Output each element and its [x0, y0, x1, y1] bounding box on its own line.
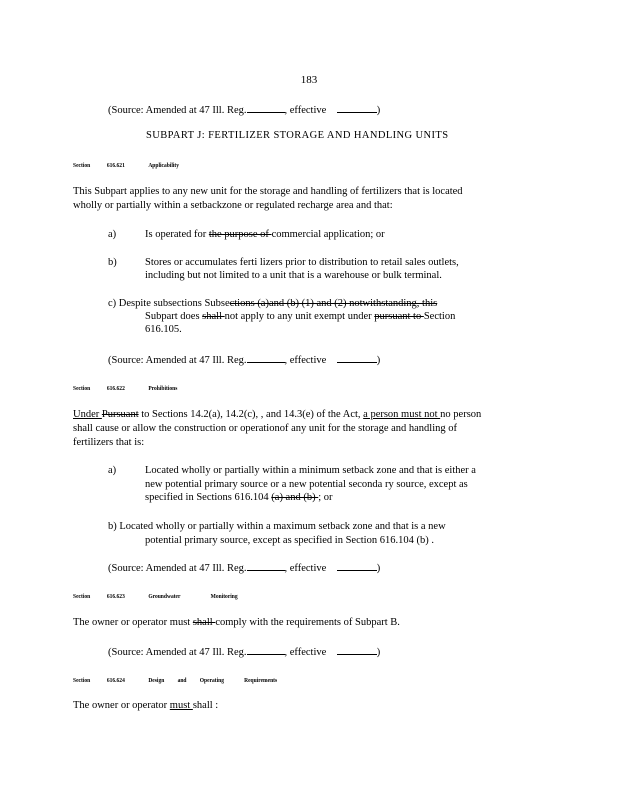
struck-text: ctions (a)and (b) (1) and (2) notwithstanding, this	[229, 298, 438, 309]
text: commercial application; or	[271, 229, 385, 240]
section-title-word: Monitoring	[210, 593, 238, 600]
source-note	[108, 352, 380, 367]
text: c) Despite subsections Subse	[108, 298, 230, 309]
text: Subpart does	[145, 311, 203, 322]
register-blank	[247, 644, 285, 655]
struck-text: (a) and (b)	[271, 492, 319, 503]
s624-body	[73, 699, 218, 712]
section-label: Section	[73, 677, 91, 684]
text: no person	[440, 409, 482, 420]
section-title: Applicability	[148, 162, 180, 169]
s623-body	[73, 616, 400, 629]
s622-item-b-line-2: potential primary source, except as specified in Section 616.104 (b) .	[145, 535, 434, 546]
source-middle: , effective	[284, 563, 327, 574]
section-622-heading	[73, 382, 177, 395]
source-suffix: )	[376, 355, 381, 366]
s622-line-1	[73, 408, 481, 421]
section-title-word: and	[177, 677, 187, 684]
s621-item-a	[145, 228, 385, 241]
section-label: Section	[73, 593, 91, 600]
struck-text: the purpose of	[208, 229, 272, 240]
effective-blank	[337, 352, 377, 363]
effective-blank	[337, 102, 377, 113]
s622-line-2: shall cause or allow the construction or operationof any unit for the storage and handling of	[73, 423, 458, 434]
source-suffix: )	[376, 563, 381, 574]
item-a-label: a)	[108, 229, 117, 240]
s622-item-a-line-2: new potential primary source or a new potential seconda ry source, except as	[145, 479, 468, 490]
s621-item-c-line-1	[108, 297, 437, 310]
register-blank	[247, 560, 285, 571]
section-number: 616.622	[106, 385, 125, 392]
page-number: 183	[300, 74, 318, 86]
s622-line-3: fertilizers that is:	[73, 437, 145, 448]
source-middle: , effective	[284, 105, 327, 116]
struck-text: Pursuant	[101, 409, 139, 420]
s622-item-b-line-1: b) Located wholly or partially within a maximum setback zone and that is a new	[108, 521, 446, 532]
inserted-text: Under	[73, 409, 102, 420]
inserted-text: must	[169, 700, 193, 711]
struck-text: shall	[202, 311, 225, 322]
struck-text: shall	[192, 617, 216, 628]
s622-item-a-line-1: Located wholly or partially within a minimum setback zone and that is either a	[145, 465, 476, 476]
source-note	[108, 560, 380, 575]
text: not apply to any unit exempt under	[224, 311, 375, 322]
effective-blank	[337, 644, 377, 655]
section-title-word: Operating	[199, 677, 225, 684]
text: Is operated for	[145, 229, 209, 240]
section-title: Prohibitions	[148, 385, 178, 392]
text: shall :	[192, 700, 219, 711]
s621-intro-line-2: wholly or partially within a setbackzone or regulated recharge area and that:	[73, 200, 393, 211]
item-a-label: a)	[108, 465, 117, 476]
s621-item-c-line-2	[145, 310, 455, 323]
source-prefix: (Source: Amended at 47 Ill. Reg.	[108, 647, 247, 658]
source-note	[108, 102, 380, 117]
section-title-word: Requirements	[244, 677, 278, 684]
source-suffix: )	[376, 105, 381, 116]
section-number: 616.624	[106, 677, 125, 684]
source-prefix: (Source: Amended at 47 Ill. Reg.	[108, 563, 247, 574]
text: comply with the requirements of Subpart B.	[215, 617, 400, 628]
section-title: Groundwater	[148, 593, 181, 600]
section-623-heading	[73, 590, 238, 603]
section-number: 616.621	[106, 162, 125, 169]
s621-item-c-line-3: 616.105.	[145, 324, 182, 335]
section-label: Section	[73, 385, 91, 392]
section-number: 616.623	[106, 593, 125, 600]
inserted-text: a person must not	[363, 409, 441, 420]
s621-item-b-line-1: Stores or accumulates ferti lizers prior to distribution to retail sales outlets,	[145, 257, 459, 268]
text: The owner or operator must	[73, 617, 193, 628]
register-blank	[247, 352, 285, 363]
item-b-label: b)	[108, 257, 117, 268]
effective-blank	[337, 560, 377, 571]
subpart-heading: SUBPART J: FERTILIZER STORAGE AND HANDLING UNITS	[146, 130, 449, 141]
section-label: Section	[73, 162, 91, 169]
section-621-heading	[73, 159, 179, 172]
section-title: Design	[148, 677, 165, 684]
source-middle: , effective	[284, 355, 327, 366]
source-suffix: )	[376, 647, 381, 658]
text: Section	[423, 311, 456, 322]
s622-item-a-line-3	[145, 491, 333, 504]
source-prefix: (Source: Amended at 47 Ill. Reg.	[108, 355, 247, 366]
struck-text: pursuant to	[374, 311, 424, 322]
s621-item-b-line-2: including but not limited to a unit that is a warehouse or bulk terminal.	[145, 270, 442, 281]
source-middle: , effective	[284, 647, 327, 658]
text: The owner or operator	[73, 700, 170, 711]
text: specified in Sections 616.104	[145, 492, 272, 503]
source-note	[108, 644, 380, 659]
s621-intro-line-1: This Subpart applies to any new unit for the storage and handling of fertilizers that is located	[73, 186, 463, 197]
register-blank	[247, 102, 285, 113]
text: to Sections 14.2(a), 14.2(c), , and 14.3(e) of the Act,	[138, 409, 364, 420]
section-624-heading	[73, 674, 277, 687]
source-prefix: (Source: Amended at 47 Ill. Reg.	[108, 105, 247, 116]
text: ; or	[318, 492, 333, 503]
